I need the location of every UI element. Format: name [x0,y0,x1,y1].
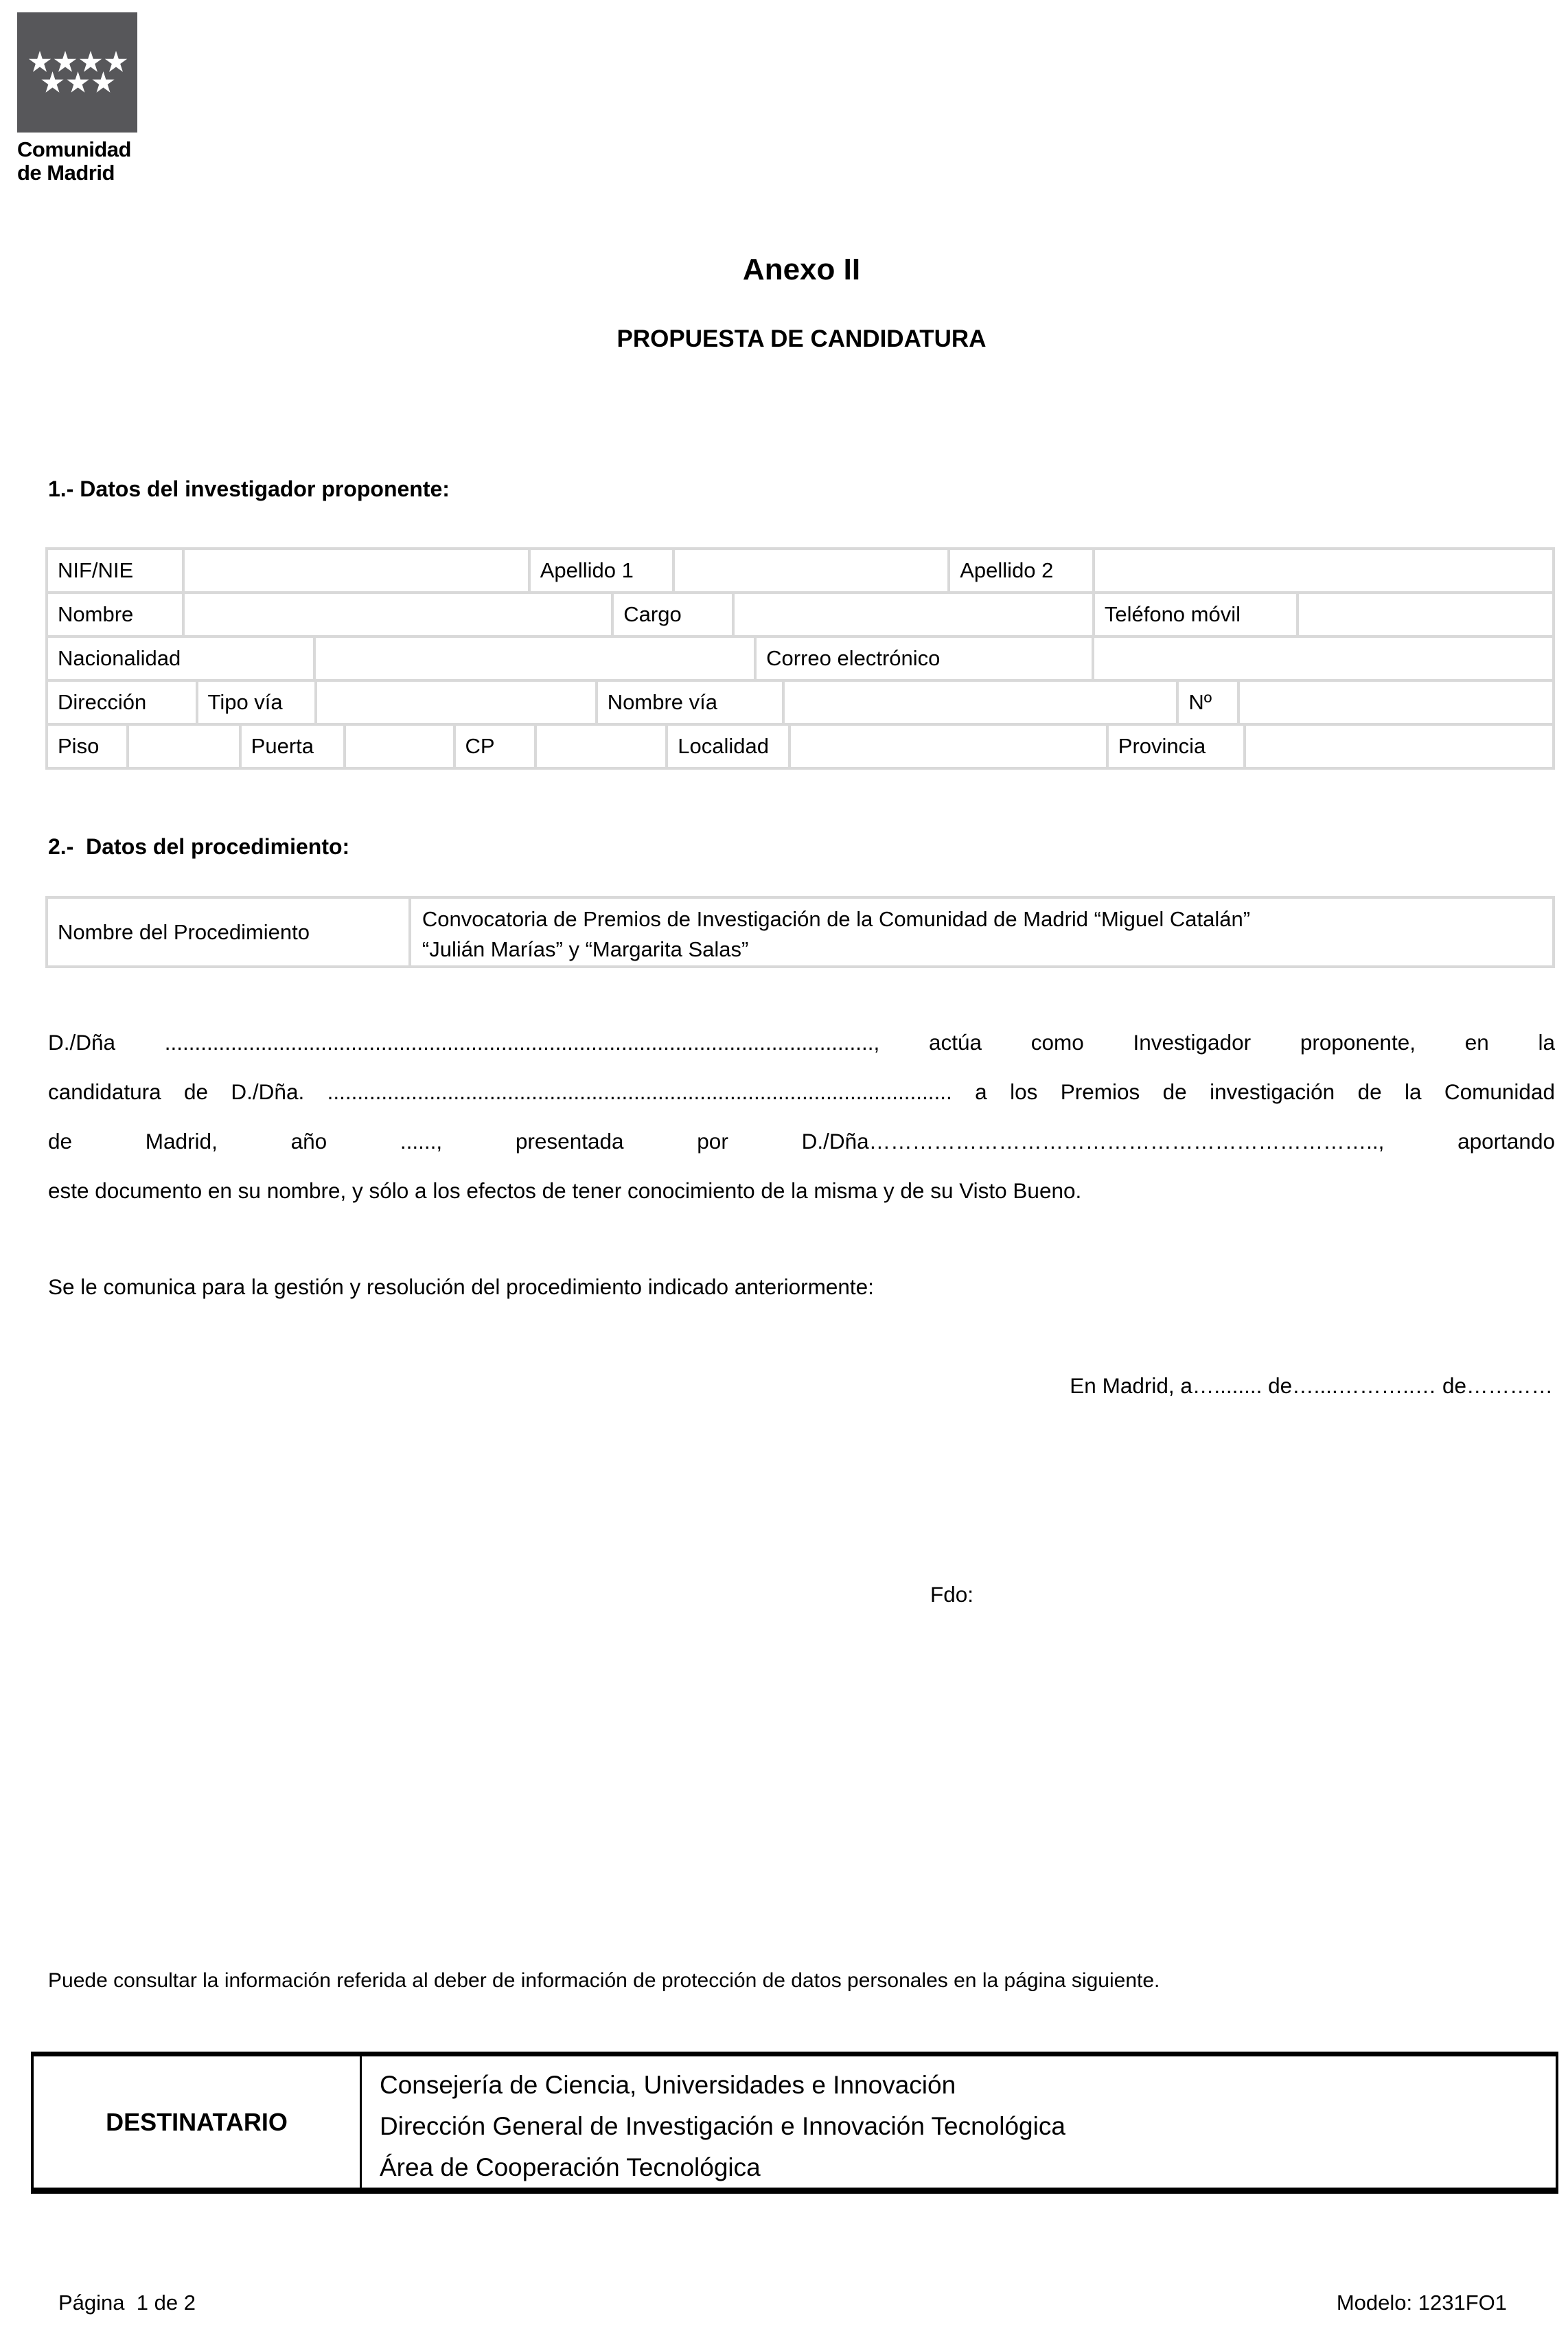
numero-label: Nº [1179,682,1237,723]
nombre-via-label: Nombre vía [598,682,783,723]
logo-line2: de Madrid [17,161,115,185]
apellido2-label: Apellido 2 [950,550,1092,591]
apellido1-label: Apellido 1 [531,550,672,591]
localidad-label: Localidad [668,726,788,767]
telefono-movil-input[interactable] [1299,594,1552,635]
body-line: D./Dña ......................................................................................................................, actúa como Investigador proponente, en la [48,1030,1555,1055]
destinatario-box [31,2052,1558,2194]
page-title: Anexo II [742,253,861,286]
investigator-form-table [45,547,1555,770]
procedure-table [45,896,1555,968]
piso-label: Piso [48,726,126,767]
correo-electronico-label: Correo electrónico [757,638,1092,679]
notice-text: Se le comunica para la gestión y resolución del procedimiento indicado anteriormente: [48,1274,874,1299]
model-number: Modelo: 1231FO1 [1336,2291,1507,2315]
correo-electronico-input[interactable] [1094,638,1552,679]
puerta-label: Puerta [242,726,344,767]
signature-label: Fdo: [930,1582,974,1607]
section2-heading: 2.- Datos del procedimiento: [48,834,350,859]
nif-label: NIF/NIE [48,550,182,591]
privacy-note: Puede consultar la información referida al deber de información de protección de datos personales en la página siguiente. [48,1969,1160,1992]
tipo-via-label: Tipo vía [198,682,314,723]
recipient-line: Dirección General de Investigación e Innovación Tecnológica [380,2112,1065,2140]
procedure-value-line1: Convocatoria de Premios de Investigación de la Comunidad de Madrid “Miguel Catalán” [422,907,1251,931]
nacionalidad-input[interactable] [316,638,754,679]
body-line: este documento en su nombre, y sólo a los efectos de tener conocimiento de la misma y de su Visto Bueno. [48,1178,1082,1203]
date-line: En Madrid, a…........ de…....………..… de………… [1070,1373,1553,1398]
procedure-name-value [411,899,1552,965]
nombre-via-input[interactable] [785,682,1176,723]
cargo-input[interactable] [735,594,1092,635]
provincia-label: Provincia [1109,726,1243,767]
page-subtitle: PROPUESTA DE CANDIDATURA [616,325,987,352]
page-number: Página 1 de 2 [58,2291,196,2315]
procedure-value-line2: “Julián Marías” y “Margarita Salas” [422,937,749,961]
apellido1-input[interactable] [675,550,947,591]
destinatario-label: DESTINATARIO [34,2056,362,2188]
recipient-line: Consejería de Ciencia, Universidades e Innovación [380,2071,956,2099]
telefono-movil-label: Teléfono móvil [1095,594,1296,635]
localidad-input[interactable] [791,726,1106,767]
nombre-input[interactable] [185,594,611,635]
numero-input[interactable] [1240,682,1552,723]
section1-heading: 1.- Datos del investigador proponente: [48,477,450,501]
destinatario-lines [362,2056,1556,2188]
tipo-via-input[interactable] [317,682,595,723]
cp-label: CP [456,726,534,767]
procedure-name-label: Nombre del Procedimiento [48,899,408,965]
recipient-line: Área de Cooperación Tecnológica [380,2153,761,2181]
body-line: de Madrid, año ......, presentada por D./Dña…………………………………………………………….., aportando [48,1129,1555,1154]
form-row-4 [48,682,1552,723]
form-row-5 [48,726,1552,767]
direccion-label: Dirección [48,682,196,723]
procedure-row [48,899,1552,965]
form-row-1 [48,550,1552,591]
puerta-input[interactable] [346,726,452,767]
piso-input[interactable] [129,726,238,767]
cp-input[interactable] [537,726,665,767]
logo-line1: Comunidad [17,137,131,161]
form-row-3 [48,638,1552,679]
declaration-paragraph [48,1018,1555,1215]
logo-wordmark [17,138,131,185]
form-row-2 [48,594,1552,635]
apellido2-input[interactable] [1095,550,1552,591]
comunidad-de-madrid-stars-icon [17,12,137,133]
nombre-label: Nombre [48,594,182,635]
nif-input[interactable] [185,550,527,591]
nacionalidad-label: Nacionalidad [48,638,313,679]
cargo-label: Cargo [614,594,732,635]
provincia-input[interactable] [1246,726,1552,767]
body-line: candidatura de D./Dña. ........................................................................................................ a los Premios de investigación de la Comunidad [48,1079,1555,1104]
